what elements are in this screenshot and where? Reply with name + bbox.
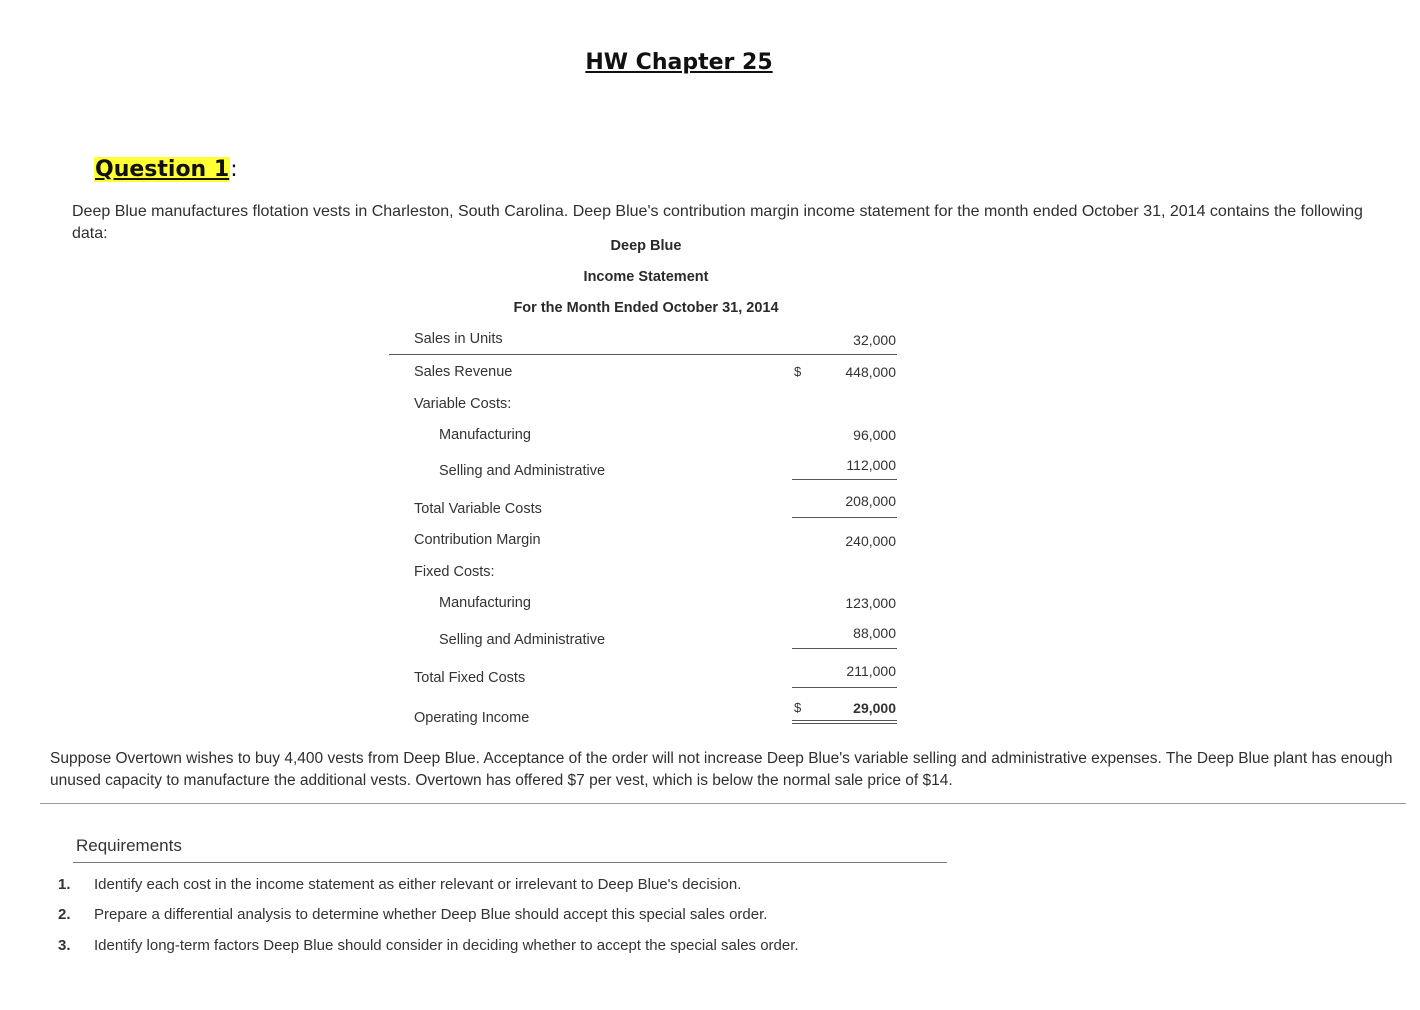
- subtotal-rule: [792, 687, 897, 688]
- row-value-var-manufacturing: 96,000: [853, 427, 896, 443]
- double-rule-top: [792, 720, 897, 721]
- row-value-total-variable: 208,000: [845, 493, 896, 509]
- question-colon: :: [230, 157, 238, 182]
- requirements-rule: [73, 862, 947, 863]
- subtotal-rule: [792, 648, 897, 649]
- document-title: HW Chapter 25: [585, 50, 773, 75]
- intro-paragraph: Deep Blue manufactures flotation vests in Charleston, South Carolina. Deep Blue's contribution margin income statement for the month ended October 31, 2014 contains the following data:: [72, 203, 1363, 242]
- statement-period: For the Month Ended October 31, 2014: [513, 300, 779, 316]
- requirement-text: Identify each cost in the income statement as either relevant or irrelevant to Deep Blue's decision.: [94, 876, 742, 893]
- subtotal-rule: [792, 479, 897, 480]
- row-label-fix-manufacturing: Manufacturing: [439, 595, 531, 611]
- row-value-var-selling: 112,000: [846, 457, 896, 473]
- row-label-variable-costs: Variable Costs:: [414, 396, 512, 412]
- currency-symbol: $: [794, 364, 802, 379]
- requirement-text: Identify long-term factors Deep Blue should consider in deciding whether to accept the special sales order.: [94, 937, 799, 954]
- row-value-sales-revenue: 448,000: [845, 364, 896, 380]
- row-label-fixed-costs: Fixed Costs:: [414, 564, 495, 580]
- row-value-total-fixed: 211,000: [846, 663, 896, 679]
- requirement-number: 3.: [58, 937, 71, 954]
- row-value-contribution-margin: 240,000: [845, 533, 896, 549]
- statement-title: Income Statement: [583, 269, 709, 285]
- row-label-operating-income: Operating Income: [414, 710, 530, 726]
- requirement-number: 1.: [58, 876, 71, 893]
- question-label: Question 1: [95, 157, 230, 182]
- question-heading: [94, 157, 238, 182]
- row-label-sales-units: Sales in Units: [414, 331, 503, 347]
- row-value-sales-units: 32,000: [853, 332, 896, 348]
- row-label-total-variable: Total Variable Costs: [414, 501, 542, 517]
- row-label-var-selling: Selling and Administrative: [439, 463, 606, 479]
- row-value-fix-manufacturing: 123,000: [845, 595, 896, 611]
- section-divider: [40, 803, 1406, 804]
- row-value-operating-income: 29,000: [853, 700, 896, 716]
- requirements-title: Requirements: [76, 836, 182, 855]
- double-rule-bottom: [792, 723, 897, 724]
- row-label-sales-revenue: Sales Revenue: [414, 364, 513, 380]
- subtotal-rule: [792, 517, 897, 518]
- row-value-fix-selling: 88,000: [853, 625, 896, 641]
- requirement-number: 2.: [58, 906, 71, 923]
- scenario-paragraph: Suppose Overtown wishes to buy 4,400 vests from Deep Blue. Acceptance of the order will not increase Deep Blue's variable selling and administrative expenses. The Deep Blue plant has enough unused capacity to manufacture the additional vests. Overtown has offered $7 per vest, which is below the normal sale price of $14.: [50, 750, 1393, 789]
- row-label-var-manufacturing: Manufacturing: [439, 427, 531, 443]
- row-label-contribution-margin: Contribution Margin: [414, 532, 541, 548]
- header-rule: [389, 354, 897, 355]
- currency-symbol: $: [794, 700, 802, 715]
- row-label-total-fixed: Total Fixed Costs: [414, 670, 526, 686]
- requirement-text: Prepare a differential analysis to determine whether Deep Blue should accept this special sales order.: [94, 906, 768, 923]
- row-label-fix-selling: Selling and Administrative: [439, 632, 606, 648]
- statement-company: Deep Blue: [610, 238, 682, 254]
